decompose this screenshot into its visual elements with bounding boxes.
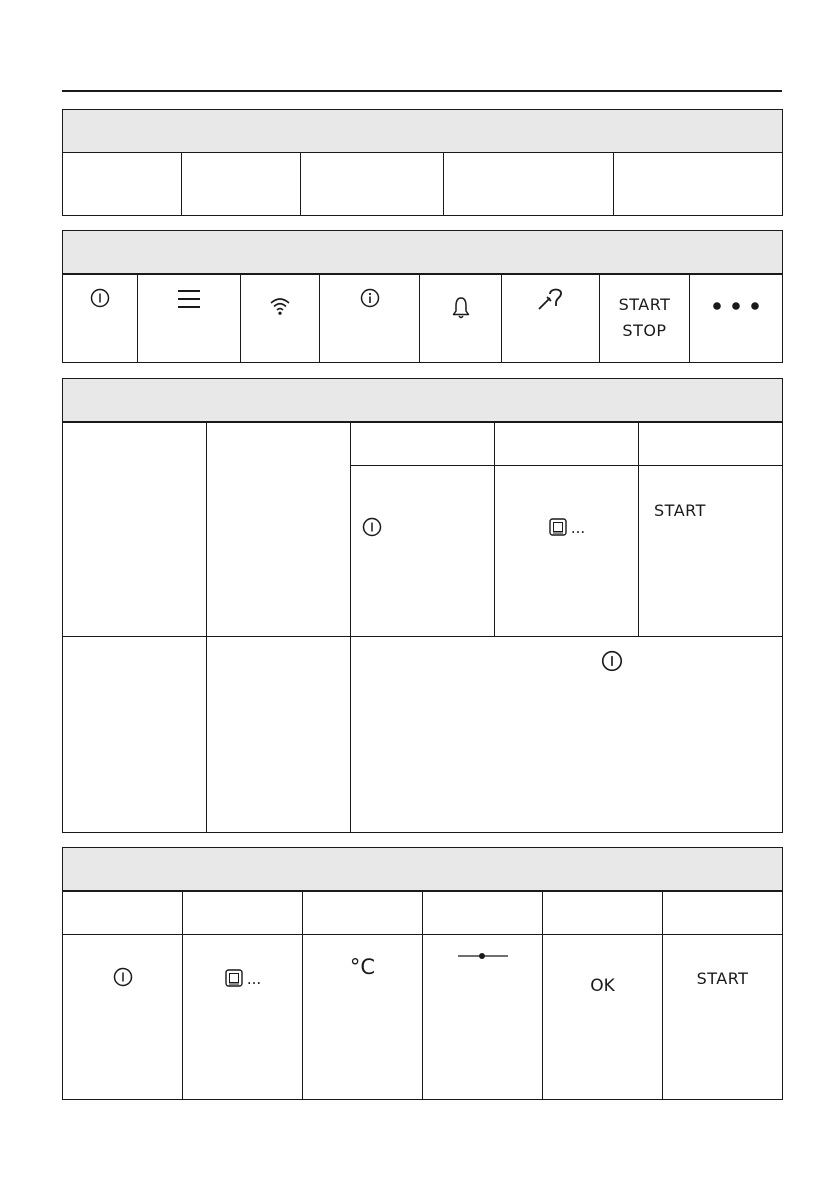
- slider-icon: [423, 949, 542, 963]
- settings-power-icon: [63, 966, 182, 988]
- table-4-settings: [62, 847, 783, 1100]
- more-dots-icon: [690, 301, 782, 311]
- ok-text: OK: [590, 976, 615, 996]
- ellipsis: ...: [570, 519, 586, 537]
- table-3-steps: [62, 378, 783, 833]
- ellipsis: ...: [246, 970, 262, 988]
- start-text: START: [696, 969, 749, 988]
- step-oven-function-icon: [495, 517, 638, 537]
- table-2-control-panel: [62, 230, 783, 363]
- menu-icon: [138, 288, 240, 310]
- start-stop-text: [600, 292, 689, 344]
- table-1: [62, 109, 783, 216]
- table-4-header: [63, 848, 782, 890]
- stop-label: STOP: [622, 321, 667, 340]
- table-3-header: [63, 379, 782, 421]
- table-1-header: [63, 110, 782, 152]
- top-rule: [62, 90, 782, 92]
- start-label: START: [618, 295, 671, 314]
- power-icon: [63, 287, 137, 309]
- temperature-icon: °C: [349, 955, 376, 979]
- settings-oven-function-icon: [183, 968, 302, 988]
- wifi-icon: [241, 296, 319, 316]
- note-power-icon: [600, 649, 624, 673]
- info-icon: [320, 287, 419, 309]
- bell-icon: [420, 295, 501, 321]
- step-start-text: START: [654, 501, 706, 520]
- step-power-icon: [361, 516, 383, 538]
- table-2-header: [63, 231, 782, 273]
- food-probe-icon: [502, 286, 599, 312]
